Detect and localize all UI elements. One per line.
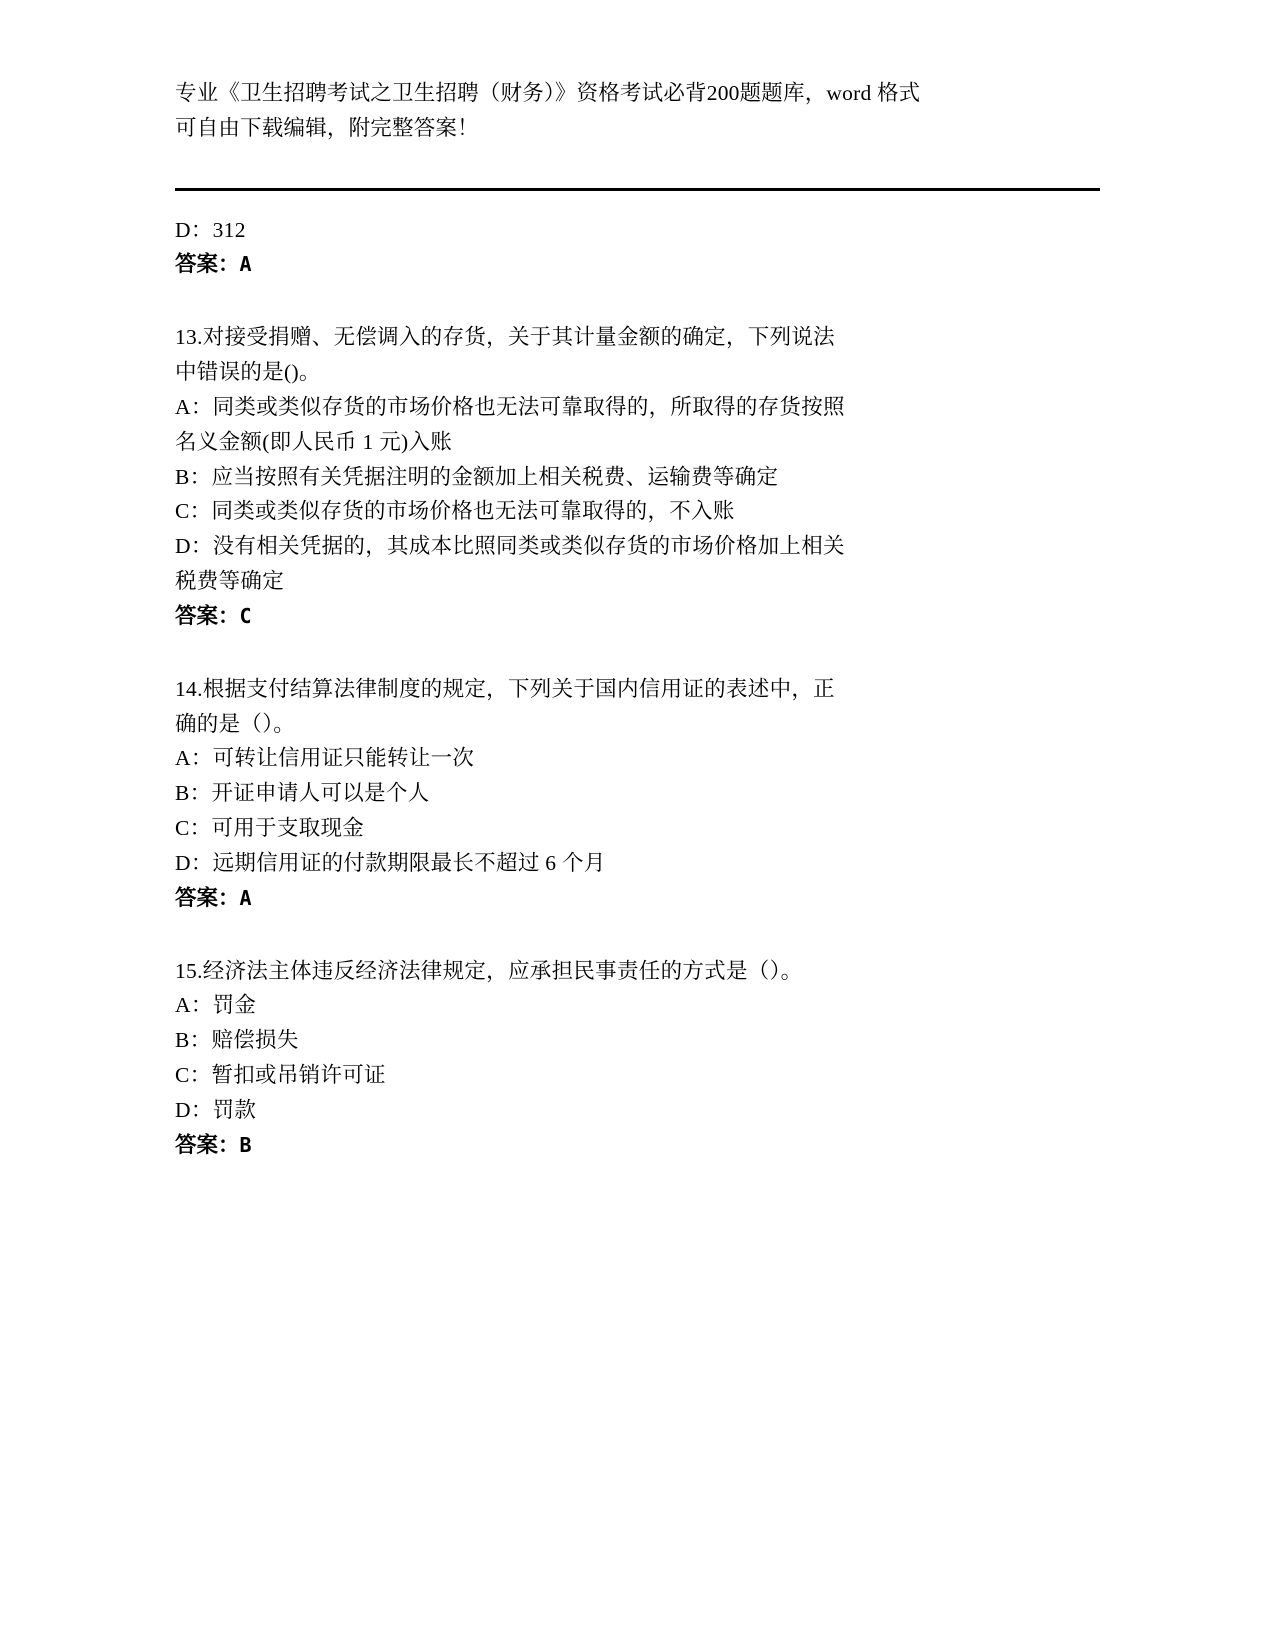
option-d: D：远期信用证的付款期限最长不超过 6 个月	[175, 850, 606, 875]
option-c: C：同类或类似存货的市场价格也无法可靠取得的，不入账	[175, 499, 735, 524]
option-b: B：赔偿损失	[175, 1028, 299, 1053]
document-body	[175, 213, 1100, 1163]
option-d: D：罚款	[175, 1097, 257, 1122]
answer-label: 答案：	[175, 252, 240, 277]
page-header	[175, 72, 1100, 146]
option-a: A：可转让信用证只能转让一次	[175, 746, 475, 771]
option-a-cont: 名义金额(即人民币 1 元)入账	[175, 429, 453, 454]
answer-row	[175, 599, 1100, 634]
question-15	[175, 954, 1100, 1163]
header-line-2: 可自由下载编辑，附完整答案！	[175, 115, 479, 140]
option-c: C：可用于支取现金	[175, 816, 365, 841]
header-divider	[175, 188, 1100, 191]
question-stem-line: 中错误的是()。	[175, 360, 321, 385]
answer-label: 答案：	[175, 1132, 240, 1157]
answer-row	[175, 881, 1100, 916]
question-stem-line: 15.经济法主体违反经济法律规定，应承担民事责任的方式是（）。	[175, 958, 803, 983]
answer-value: C	[239, 603, 252, 628]
option-d: D：312	[175, 217, 246, 242]
carryover-block	[175, 213, 1100, 283]
answer-value: B	[239, 1132, 252, 1157]
answer-value: A	[239, 252, 252, 277]
option-b: B：开证申请人可以是个人	[175, 781, 430, 806]
answer-label: 答案：	[175, 885, 240, 910]
option-d: D：没有相关凭据的，其成本比照同类或类似存货的市场价格加上相关	[175, 534, 845, 559]
answer-row	[175, 1128, 1100, 1163]
answer-row	[175, 247, 1100, 282]
question-stem-line: 14.根据支付结算法律制度的规定，下列关于国内信用证的表述中，正	[175, 676, 835, 701]
option-b: B：应当按照有关凭据注明的金额加上相关税费、运输费等确定	[175, 464, 779, 489]
question-13	[175, 320, 1100, 633]
answer-value: A	[239, 885, 252, 910]
question-stem-line: 确的是（）。	[175, 711, 296, 736]
option-a: A：同类或类似存货的市场价格也无法可靠取得的，所取得的存货按照	[175, 394, 845, 419]
option-c: C：暂扣或吊销许可证	[175, 1063, 386, 1088]
header-line-1: 专业《卫生招聘考试之卫生招聘（财务）》资格考试必背200题题库，word 格式	[175, 81, 921, 105]
question-stem-line: 13.对接受捐赠、无偿调入的存货，关于其计量金额的确定，下列说法	[175, 325, 835, 350]
answer-label: 答案：	[175, 603, 240, 628]
option-d-cont: 税费等确定	[175, 569, 285, 594]
option-a: A：罚金	[175, 993, 257, 1018]
question-14	[175, 672, 1100, 916]
